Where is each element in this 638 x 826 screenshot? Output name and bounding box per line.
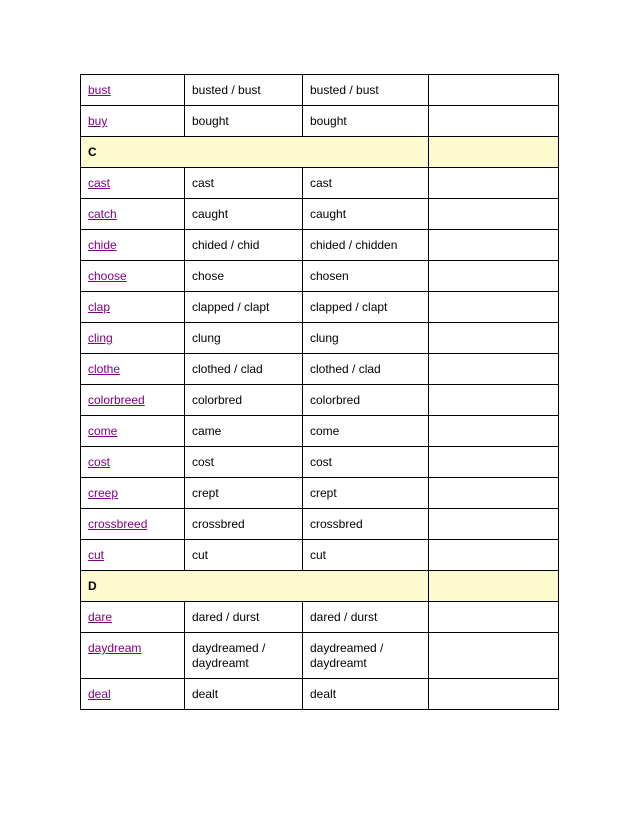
base-form-cell bbox=[81, 633, 185, 679]
notes-cell bbox=[429, 602, 559, 633]
notes-cell bbox=[429, 323, 559, 354]
notes-cell bbox=[429, 230, 559, 261]
table-row bbox=[81, 106, 559, 137]
table-row bbox=[81, 478, 559, 509]
verb-table-body bbox=[81, 75, 559, 710]
base-form-cell bbox=[81, 447, 185, 478]
past-participle-cell: bought bbox=[303, 106, 429, 137]
notes-cell bbox=[429, 509, 559, 540]
base-form-cell bbox=[81, 509, 185, 540]
verb-link[interactable]: crossbreed bbox=[88, 517, 148, 531]
section-header-row bbox=[81, 137, 559, 168]
section-letter: D bbox=[81, 571, 429, 602]
past-participle-cell: dealt bbox=[303, 679, 429, 710]
past-simple-cell: daydreamed / daydreamt bbox=[185, 633, 303, 679]
table-row bbox=[81, 679, 559, 710]
past-participle-cell: colorbred bbox=[303, 385, 429, 416]
verb-link[interactable]: colorbreed bbox=[88, 393, 145, 407]
table-row bbox=[81, 261, 559, 292]
table-row bbox=[81, 323, 559, 354]
past-participle-cell: crept bbox=[303, 478, 429, 509]
table-row bbox=[81, 199, 559, 230]
verb-link[interactable]: bust bbox=[88, 83, 111, 97]
notes-cell bbox=[429, 416, 559, 447]
table-row bbox=[81, 292, 559, 323]
base-form-cell bbox=[81, 354, 185, 385]
verb-link[interactable]: daydream bbox=[88, 641, 142, 655]
past-simple-cell: colorbred bbox=[185, 385, 303, 416]
base-form-cell bbox=[81, 416, 185, 447]
past-participle-cell: dared / durst bbox=[303, 602, 429, 633]
past-participle-cell: caught bbox=[303, 199, 429, 230]
notes-cell bbox=[429, 292, 559, 323]
section-header-row bbox=[81, 571, 559, 602]
section-letter: C bbox=[81, 137, 429, 168]
verb-link[interactable]: choose bbox=[88, 269, 127, 283]
base-form-cell bbox=[81, 106, 185, 137]
past-simple-cell: chose bbox=[185, 261, 303, 292]
past-participle-cell: clapped / clapt bbox=[303, 292, 429, 323]
verb-link[interactable]: cling bbox=[88, 331, 113, 345]
base-form-cell bbox=[81, 602, 185, 633]
verb-link[interactable]: come bbox=[88, 424, 118, 438]
base-form-cell bbox=[81, 679, 185, 710]
past-simple-cell: cast bbox=[185, 168, 303, 199]
base-form-cell bbox=[81, 230, 185, 261]
past-participle-cell: clothed / clad bbox=[303, 354, 429, 385]
verb-link[interactable]: chide bbox=[88, 238, 117, 252]
base-form-cell bbox=[81, 540, 185, 571]
table-row bbox=[81, 602, 559, 633]
past-simple-cell: dealt bbox=[185, 679, 303, 710]
past-simple-cell: came bbox=[185, 416, 303, 447]
notes-cell bbox=[429, 199, 559, 230]
past-simple-cell: crept bbox=[185, 478, 303, 509]
past-participle-cell: daydreamed / daydreamt bbox=[303, 633, 429, 679]
verb-link[interactable]: deal bbox=[88, 687, 111, 701]
table-row bbox=[81, 75, 559, 106]
past-simple-cell: cut bbox=[185, 540, 303, 571]
notes-cell bbox=[429, 540, 559, 571]
verb-link[interactable]: dare bbox=[88, 610, 113, 624]
table-row bbox=[81, 168, 559, 199]
verb-link[interactable]: catch bbox=[88, 207, 117, 221]
past-participle-cell: crossbred bbox=[303, 509, 429, 540]
past-participle-cell: clung bbox=[303, 323, 429, 354]
past-simple-cell: cost bbox=[185, 447, 303, 478]
base-form-cell bbox=[81, 385, 185, 416]
past-participle-cell: come bbox=[303, 416, 429, 447]
table-row bbox=[81, 447, 559, 478]
notes-cell bbox=[429, 354, 559, 385]
verb-link[interactable]: creep bbox=[88, 486, 119, 500]
base-form-cell bbox=[81, 199, 185, 230]
past-simple-cell: chided / chid bbox=[185, 230, 303, 261]
table-row bbox=[81, 230, 559, 261]
base-form-cell bbox=[81, 478, 185, 509]
notes-cell bbox=[429, 385, 559, 416]
past-participle-cell: chided / chidden bbox=[303, 230, 429, 261]
section-empty-cell bbox=[429, 137, 559, 168]
past-participle-cell: cast bbox=[303, 168, 429, 199]
notes-cell bbox=[429, 447, 559, 478]
table-row bbox=[81, 354, 559, 385]
past-participle-cell: chosen bbox=[303, 261, 429, 292]
verb-link[interactable]: cost bbox=[88, 455, 111, 469]
verb-link[interactable]: clothe bbox=[88, 362, 121, 376]
past-participle-cell: busted / bust bbox=[303, 75, 429, 106]
table-row bbox=[81, 509, 559, 540]
irregular-verbs-table bbox=[80, 74, 559, 710]
notes-cell bbox=[429, 106, 559, 137]
table-row bbox=[81, 385, 559, 416]
base-form-cell bbox=[81, 292, 185, 323]
past-simple-cell: clung bbox=[185, 323, 303, 354]
past-simple-cell: dared / durst bbox=[185, 602, 303, 633]
past-simple-cell: bought bbox=[185, 106, 303, 137]
base-form-cell bbox=[81, 261, 185, 292]
past-participle-cell: cost bbox=[303, 447, 429, 478]
notes-cell bbox=[429, 633, 559, 679]
verb-link[interactable]: clap bbox=[88, 300, 111, 314]
notes-cell bbox=[429, 478, 559, 509]
notes-cell bbox=[429, 168, 559, 199]
table-row bbox=[81, 540, 559, 571]
notes-cell bbox=[429, 679, 559, 710]
verb-link[interactable]: buy bbox=[88, 114, 108, 128]
past-simple-cell: clapped / clapt bbox=[185, 292, 303, 323]
table-row bbox=[81, 633, 559, 679]
past-simple-cell: caught bbox=[185, 199, 303, 230]
verb-link[interactable]: cut bbox=[88, 548, 105, 562]
past-simple-cell: clothed / clad bbox=[185, 354, 303, 385]
notes-cell bbox=[429, 75, 559, 106]
base-form-cell bbox=[81, 323, 185, 354]
section-empty-cell bbox=[429, 571, 559, 602]
base-form-cell bbox=[81, 168, 185, 199]
base-form-cell bbox=[81, 75, 185, 106]
notes-cell bbox=[429, 261, 559, 292]
past-participle-cell: cut bbox=[303, 540, 429, 571]
table-row bbox=[81, 416, 559, 447]
verb-link[interactable]: cast bbox=[88, 176, 111, 190]
past-simple-cell: crossbred bbox=[185, 509, 303, 540]
past-simple-cell: busted / bust bbox=[185, 75, 303, 106]
